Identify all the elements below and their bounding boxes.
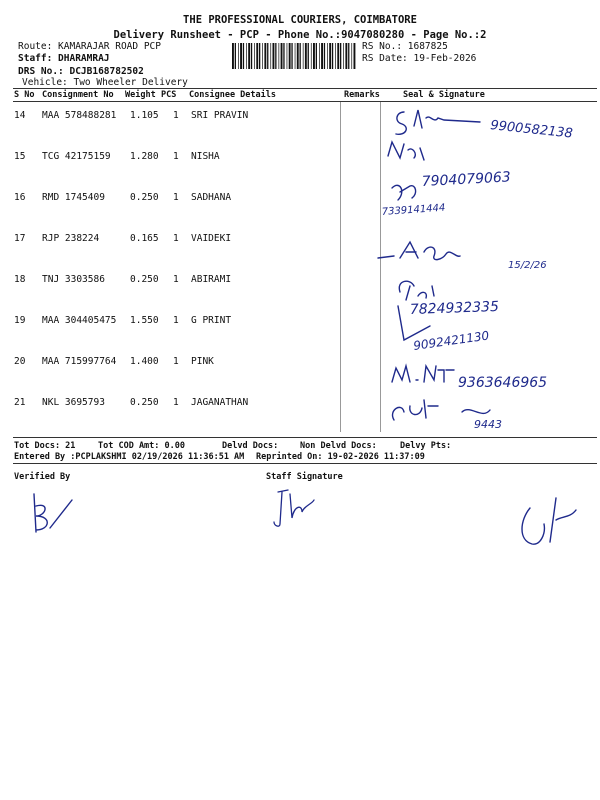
row-weight: 1.400 xyxy=(130,356,159,367)
barcode-bar xyxy=(259,43,260,69)
row-weight: 1.105 xyxy=(130,110,159,121)
phone-handwritten: 7824932335 xyxy=(409,298,500,318)
col-sno: S No xyxy=(14,90,35,100)
barcode-bar xyxy=(232,43,234,69)
barcode-bar xyxy=(313,43,315,69)
row-consignment: MAA 715997764 xyxy=(42,356,117,367)
barcode-bar xyxy=(243,43,244,69)
row-pcs: 1 xyxy=(173,192,179,203)
barcode-bar xyxy=(238,43,239,69)
row-sno: 18 xyxy=(14,274,26,285)
staff-label: Staff: DHARAMRAJ xyxy=(18,53,110,64)
barcode-bar xyxy=(327,43,328,69)
signature-stroke xyxy=(396,112,406,134)
barcode-bar xyxy=(324,43,325,69)
col-consignee: Consignee Details xyxy=(189,90,276,100)
verified-by-signature xyxy=(20,488,90,538)
signature-stroke xyxy=(388,142,424,160)
staff-signature xyxy=(262,484,332,530)
barcode-bar xyxy=(287,43,288,69)
row-weight: 0.165 xyxy=(130,233,159,244)
row-consignment: NKL 3695793 xyxy=(42,397,105,408)
tot-cod-amt: Tot COD Amt: 0.00 xyxy=(98,441,185,451)
phone-handwritten: 7904079063 xyxy=(421,169,512,190)
signature-stroke xyxy=(399,281,434,300)
row-consignee: SADHANA xyxy=(191,192,232,203)
row-consignment: TNJ 3303586 xyxy=(42,274,105,285)
row-weight: 0.250 xyxy=(130,397,159,408)
row-sno: 21 xyxy=(14,397,26,408)
row-sno: 17 xyxy=(14,233,26,244)
barcode-bar xyxy=(303,43,304,69)
col-weight: Weight xyxy=(125,90,156,100)
barcode-bar xyxy=(246,43,247,69)
totals-top-rule xyxy=(13,437,597,438)
row-sno: 20 xyxy=(14,356,26,367)
barcode-bar xyxy=(248,43,250,69)
row-consignment: TCG 42175159 xyxy=(42,151,111,162)
barcode-bar xyxy=(316,43,317,69)
barcode-bar xyxy=(297,43,299,69)
barcode-bar xyxy=(270,43,271,69)
row-consignment: RMD 1745409 xyxy=(42,192,105,203)
row-sno: 15 xyxy=(14,151,26,162)
row-weight: 1.550 xyxy=(130,315,159,326)
col-pcs: PCS xyxy=(161,90,177,100)
company-title: THE PROFESSIONAL COURIERS, COIMBATORE xyxy=(183,14,417,26)
barcode-bar xyxy=(291,43,292,69)
row-pcs: 1 xyxy=(173,356,179,367)
barcode-bar xyxy=(273,43,275,69)
row-pcs: 1 xyxy=(173,110,179,121)
row-consignment: MAA 578488281 xyxy=(42,110,117,121)
row-pcs: 1 xyxy=(173,274,179,285)
route-label: Route: KAMARAJAR ROAD PCP xyxy=(18,41,161,52)
row-consignee: VAIDEKI xyxy=(191,233,232,244)
totals-bottom-rule xyxy=(13,463,597,464)
row-consignment: RJP 238224 xyxy=(42,233,100,244)
row-weight: 0.250 xyxy=(130,192,159,203)
col-consignment: Consignment No xyxy=(42,90,114,100)
vehicle-label: Vehicle: Two Wheeler Delivery xyxy=(22,77,188,88)
row-consignee: JAGANATHAN xyxy=(191,397,249,408)
row-sno: 16 xyxy=(14,192,26,203)
date-handwritten: 15/2/26 xyxy=(508,260,547,271)
barcode-bar xyxy=(262,43,263,69)
barcode-bar xyxy=(348,43,349,69)
row-sno: 14 xyxy=(14,110,26,121)
row-weight: 1.280 xyxy=(130,151,159,162)
barcode-bar xyxy=(351,43,352,69)
barcode-bar xyxy=(332,43,333,69)
barcode-bar xyxy=(305,43,307,69)
barcode-bar xyxy=(251,43,252,69)
barcode-bar xyxy=(337,43,339,69)
signature-stroke xyxy=(378,242,460,260)
receiver-signature xyxy=(510,490,590,550)
barcode-bar xyxy=(289,43,291,69)
phone-handwritten: 7339141444 xyxy=(381,202,446,218)
row-pcs: 1 xyxy=(173,315,179,326)
barcode-bar xyxy=(300,43,301,69)
barcode-bar xyxy=(354,43,356,69)
phone-handwritten: 9363646965 xyxy=(458,375,548,391)
staff-signature-label: Staff Signature xyxy=(266,472,343,482)
delvy-pts: Delvy Pts: xyxy=(400,441,452,451)
barcode-bar xyxy=(256,43,258,69)
entered-by: Entered By :PCPLAKSHMI 02/19/2026 11:36:51 AM xyxy=(14,452,245,462)
row-consignee: G PRINT xyxy=(191,315,232,326)
barcode-bar xyxy=(283,43,284,69)
barcode-bar xyxy=(295,43,296,69)
row-consignee: SRI PRAVIN xyxy=(191,110,249,121)
row-consignment: MAA 304405475 xyxy=(42,315,117,326)
barcode-bar xyxy=(275,43,276,69)
barcode-bar xyxy=(329,43,331,69)
row-pcs: 1 xyxy=(173,151,179,162)
row-weight: 0.250 xyxy=(130,274,159,285)
signature-stroke xyxy=(392,366,454,382)
drs-number: DRS No.: DCJB168782502 xyxy=(18,66,144,77)
row-consignee: NISHA xyxy=(191,151,220,162)
non-delvd-docs: Non Delvd Docs: xyxy=(300,441,377,451)
barcode-bar xyxy=(340,43,341,69)
barcode-bar xyxy=(267,43,268,69)
signature-stroke xyxy=(392,185,416,200)
rs-number: RS No.: 1687825 xyxy=(362,41,448,52)
barcode-bar xyxy=(264,43,266,69)
phone-handwritten: 9900582138 xyxy=(489,118,574,142)
runsheet-subtitle: Delivery Runsheet - PCP - Phone No.:9047080280 - Page No.:2 xyxy=(113,29,487,41)
barcode-bar xyxy=(345,43,347,69)
barcode-bar xyxy=(281,43,283,69)
phone-handwritten: 9092421130 xyxy=(412,328,491,353)
signature-stroke xyxy=(414,110,480,128)
row-pcs: 1 xyxy=(173,233,179,244)
barcode-bar xyxy=(321,43,323,69)
barcode-bar xyxy=(343,43,344,69)
phone-handwritten: 9443 xyxy=(474,418,502,431)
rs-date: RS Date: 19-Feb-2026 xyxy=(362,53,477,64)
col-remarks: Remarks xyxy=(344,90,380,100)
barcode-bar xyxy=(279,43,280,69)
col-seal-signature: Seal & Signature xyxy=(403,90,485,100)
barcode-bar xyxy=(319,43,320,69)
row-consignee: ABIRAMI xyxy=(191,274,232,285)
reprinted-on: Reprinted On: 19-02-2026 11:37:09 xyxy=(256,452,425,462)
header-top-rule xyxy=(13,88,597,89)
barcode-bar xyxy=(335,43,336,69)
row-sno: 19 xyxy=(14,315,26,326)
verified-by-label: Verified By xyxy=(14,472,71,482)
barcode-bar xyxy=(240,43,242,69)
row-consignee: PINK xyxy=(191,356,214,367)
signature-stroke xyxy=(393,400,490,420)
barcode-bar xyxy=(235,43,236,69)
delvd-docs: Delvd Docs: xyxy=(222,441,279,451)
row-pcs: 1 xyxy=(173,397,179,408)
barcode-bar xyxy=(254,43,255,69)
tot-docs: Tot Docs: 21 xyxy=(14,441,76,451)
barcode-bar xyxy=(311,43,312,69)
barcode xyxy=(232,43,356,69)
handwritten-signatures xyxy=(370,100,598,440)
barcode-bar xyxy=(308,43,309,69)
